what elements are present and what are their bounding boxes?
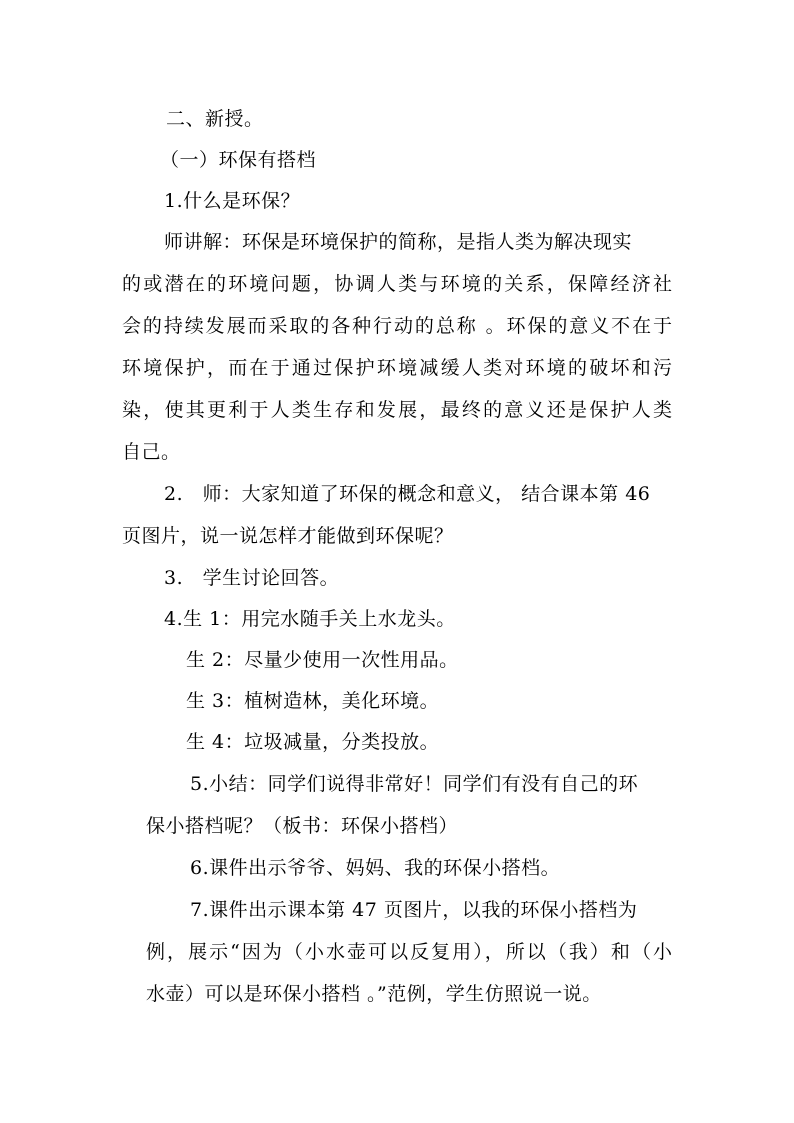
explanation-line: 师讲解：环保是环境保护的简称，是指人类为解决现实 (164, 231, 633, 253)
section-heading: 二、新授。 (166, 108, 264, 130)
item-5-line: 保小搭档呢？（板书：环保小搭档） (146, 815, 459, 837)
item-1-title: 1.什么是环保？ (164, 190, 301, 212)
item-2-line: 2. 师：大家知道了环保的概念和意义， 结合课本第 46 (164, 483, 651, 505)
subsection-heading: （一）环保有搭档 (160, 149, 317, 171)
explanation-line: 染，使其更利于人类生存和发展，最终的意义还是保护人类 (122, 399, 672, 421)
item-7-line: 水壶）可以是环保小搭档 。”范例，学生仿照说一说。 (146, 983, 602, 1005)
explanation-line: 会的持续发展而采取的各种行动的总称 。环保的意义不在于 (122, 315, 672, 337)
item-4-answer: 生 3：植树造林，美化环境。 (186, 690, 440, 712)
item-7-line: 7.课件出示课本第 47 页图片，以我的环保小搭档为 (190, 899, 638, 921)
explanation-line: 环境保护，而在于通过保护环境减缓人类对环境的破坏和污 (122, 357, 672, 379)
item-5-line: 5.小结：同学们说得非常好！同学们有没有自己的环 (190, 773, 639, 795)
item-4-answer: 4.生 1：用完水随手关上水龙头。 (164, 608, 456, 630)
item-2-line: 页图片，说一说怎样才能做到环保呢？ (122, 525, 454, 547)
item-7-line: 例，展示“因为（小水壶可以反复用），所以（我）和（小 (146, 941, 672, 963)
explanation-line: 自己。 (122, 441, 181, 463)
item-3: 3. 学生讨论回答。 (164, 567, 340, 589)
explanation-line: 的或潜在的环境问题，协调人类与环境的关系，保障经济社 (122, 273, 672, 295)
item-6: 6.课件出示爷爷、妈妈、我的环保小搭档。 (190, 857, 561, 879)
item-4-answer: 生 4：垃圾减量，分类投放。 (186, 731, 440, 753)
item-4-answer: 生 2：尽量少使用一次性用品。 (186, 649, 459, 671)
